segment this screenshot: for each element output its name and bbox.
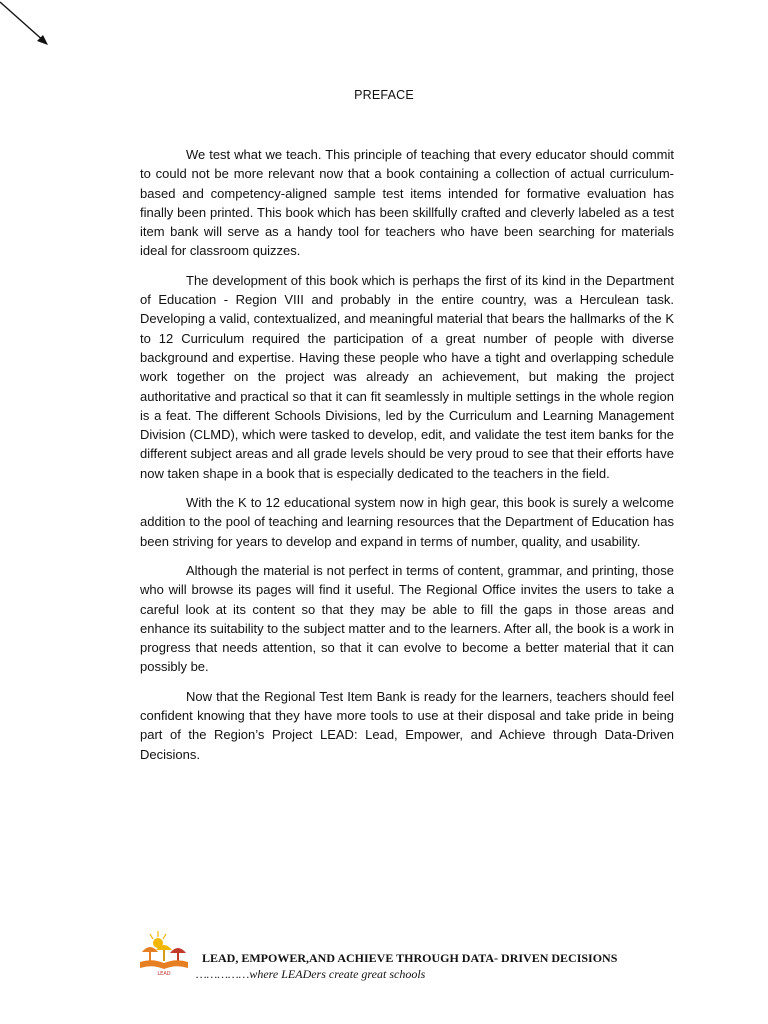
- document-body: [140, 145, 674, 774]
- paragraph: Although the material is not perfect in terms of content, grammar, and printing, those who will browse its pages will find it useful. The Regional Office invites the users to take a careful look at its content so that they may be able to fill the gaps in those areas and enhance its suitability to the subject matter and to the learners. After all, the book is a work in progress that needs attention, so that it can evolve to become a better material that it can possibly be.: [140, 562, 674, 675]
- footer-tagline: LEAD, EMPOWER,AND ACHIEVE THROUGH DATA- DRIVEN DECISIONS: [202, 951, 618, 965]
- footer: [136, 928, 676, 984]
- paragraph: We test what we teach. This principle of teaching that every educator should commit to could not be more relevant now that a book containing a collection of actual curriculum-based and competency-aligned sample test items intended for formative evaluation has finally been printed. This book which has been skillfully crafted and cleverly labeled as a test item bank will serve as a handy tool for teachers who have been searching for materials ideal for classroom quizzes.: [140, 147, 674, 259]
- footer-subtagline: ……………where LEADers create great schools: [196, 967, 426, 981]
- logo-text: LEAD: [157, 971, 171, 977]
- paragraph: With the K to 12 educational system now in high gear, this book is surely a welcome addition to the pool of teaching and learning resources that the Department of Education has been striving for years to develop and expand in terms of number, quality, and usability.: [140, 495, 674, 549]
- diagonal-arrow-icon: [0, 0, 56, 52]
- page-title: PREFACE: [354, 88, 414, 102]
- paragraph: Now that the Regional Test Item Bank is ready for the learners, teachers should feel confident knowing that they have more tools to use at their disposal and take pride in being part of the Region’s Project LEAD: Lead, Empower, and Achieve through Data-Driven Decisions.: [140, 688, 674, 762]
- paragraph: The development of this book which is perhaps the first of its kind in the Department of Education - Region VIII and probably in the entire country, was a Herculean task. Developing a valid, contextualized, and meaningful material that bears the hallmarks of the K to 12 Curriculum required the participation of a great number of people with diverse background and expertise. Having these people who have a tight and overlapping schedule work together on the project was already an achievement, but making the project authoritative and practical so that it can fit seamlessly in multiple settings in the whole region is a feat. The different Schools Divisions, led by the Curriculum and Learning Management Division (CLMD), which were tasked to develop, edit, and validate the test item banks for the different subject areas and all grade levels should be very proud to see that their efforts have now taken shape in a book that is especially dedicated to the teachers in the field.: [140, 272, 674, 481]
- lead-logo-icon: [136, 928, 194, 978]
